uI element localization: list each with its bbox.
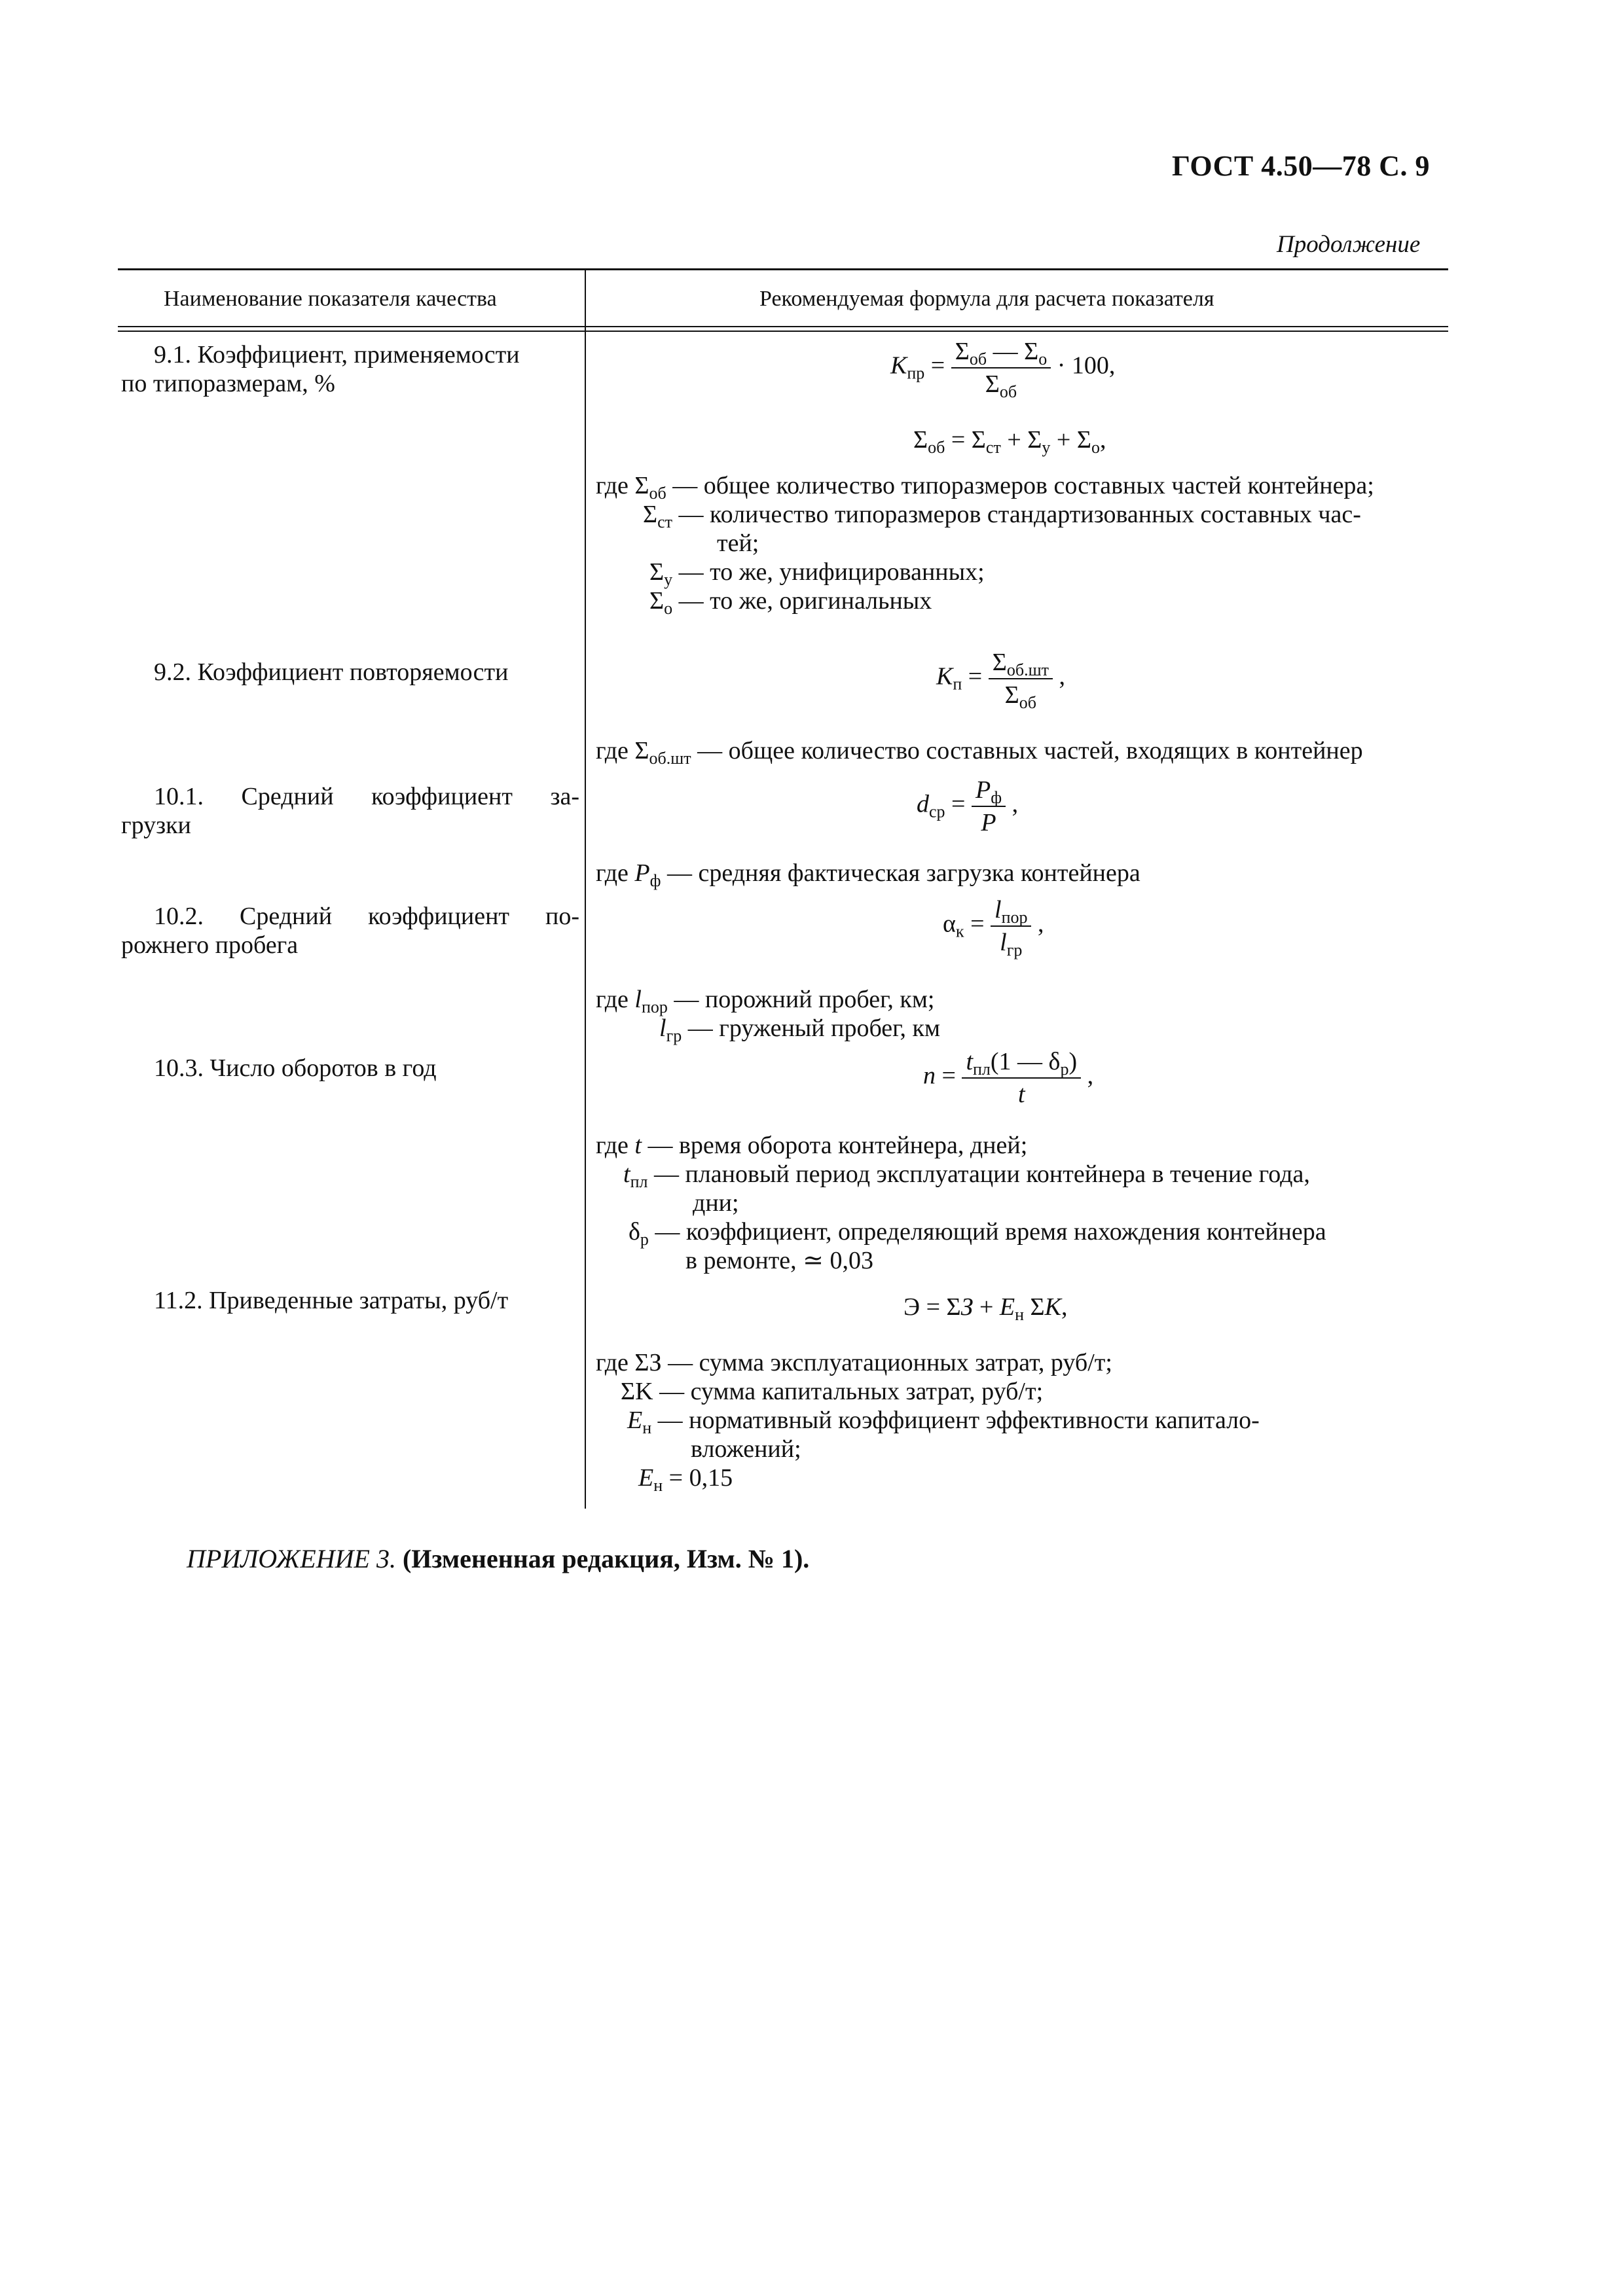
appendix-label: ПРИЛОЖЕНИЕ 3.: [187, 1544, 396, 1573]
formula-9-1-kpr: [890, 337, 1115, 399]
row-label-10-2: [121, 902, 579, 960]
column-header-indicator: Наименование показателя качества: [164, 287, 497, 311]
where-item: $\Sigma_о$ — то же, оригинальных: [649, 587, 932, 618]
formula-subscript: пр: [907, 363, 925, 383]
formula-10-2-alpha: $\alpha_к$ = $\frac{l_{пор}}{l_{гр}}$ ,: [943, 896, 1044, 960]
row-label-line: 10.2. Средний коэффициент по-: [154, 903, 580, 930]
page-header-title: ГОСТ 4.50—78 С. 9: [1172, 150, 1431, 182]
where-item: где $\Sigma_{об}$ — общее количество типоразмеров составных частей контейнера;: [596, 472, 1374, 503]
formula-tail: · 100,: [1057, 351, 1116, 380]
formula-10-1-dcp: $d_{ср}$ = $\frac{P_ф}{P}$ ,: [917, 776, 1019, 836]
where-item-continuation: дни;: [693, 1189, 739, 1217]
where-item: где $P_ф$ — средняя фактическая загрузка контейнера: [596, 859, 1140, 890]
where-item: где ΣЗ — сумма эксплуатационных затрат, руб/т;: [596, 1349, 1112, 1376]
where-item-continuation: вложений;: [691, 1435, 801, 1463]
row-label-9-2: 9.2. Коэффициент повторяемости: [154, 658, 509, 686]
table-top-rule: [118, 268, 1448, 270]
continuation-label: Продолжение: [1277, 231, 1421, 258]
where-item: $\delta_р$ — коэффициент, определяющий время нахождения контейнера: [629, 1218, 1326, 1249]
fraction-numerator: $\Sigma_{об}$ — $\Sigma_о$: [951, 337, 1051, 368]
row-label-10-1: [121, 782, 579, 840]
where-list-10-2: [596, 985, 1447, 1043]
where-list-10-1: [596, 859, 1447, 888]
where-item: где t — время оборота контейнера, дней;: [596, 1132, 1028, 1159]
where-list-9-2: [596, 736, 1447, 768]
table-header-rule-1: [118, 326, 1448, 327]
where-item: где $l_{пор}$ — порожний пробег, км;: [596, 986, 935, 1016]
row-label-line: 9.1. Коэффициент, применяемости: [154, 341, 520, 368]
where-item: где $\Sigma_{об.шт}$ — общее количество составных частей, входящих в контейнер: [596, 737, 1363, 768]
fraction: $\frac{\Sigma_{об.шт}}{\Sigma_{об}}$: [989, 648, 1053, 709]
where-item: $\Sigma_{ст}$ — количество типоразмеров стандартизованных составных час-: [643, 501, 1361, 531]
column-header-formula: Рекомендуемая формула для расчета показателя: [759, 287, 1214, 311]
formula-10-3-n: n = $\frac{t_{пл}(1 — \delta_р)}{t}$ ,: [923, 1048, 1094, 1108]
formula-11-2-e: $Э = \Sigma З + E_н$ ΣK,: [903, 1293, 1068, 1324]
row-label-11-2: 11.2. Приведенные затраты, руб/т: [154, 1287, 509, 1314]
fraction: $\frac{P_ф}{P}$: [972, 776, 1006, 837]
row-label-line: рожнего пробега: [121, 931, 299, 959]
where-item: $t_{пл}$ — плановый период эксплуатации контейнера в течение года,: [623, 1160, 1310, 1191]
fraction: [951, 337, 1051, 399]
where-item-continuation: тей;: [717, 529, 759, 557]
where-item: ΣK — сумма капитальных затрат, руб/т;: [621, 1378, 1044, 1405]
row-label-9-1: [121, 340, 579, 398]
equals-sign: =: [930, 351, 951, 380]
where-item: $l_{гр}$ — груженый пробег, км: [659, 1014, 940, 1045]
fraction: $\frac{l_{пор}}{l_{гр}}$: [991, 895, 1031, 957]
row-label-line: 10.1. Средний коэффициент за-: [154, 783, 580, 810]
where-item: $E_н = 0,15$: [638, 1464, 733, 1495]
appendix-revision: (Измененная редакция, Изм. № 1).: [402, 1544, 810, 1573]
fraction: $\frac{t_{пл}(1 — \delta_р)}{t}$: [962, 1047, 1081, 1109]
fraction-denominator: $\Sigma_{об}$: [985, 370, 1017, 401]
appendix-note: [187, 1543, 809, 1574]
where-list-9-1: [596, 471, 1447, 618]
where-item: $\Sigma_у$ — то же, унифицированных;: [649, 558, 985, 589]
table-column-divider: [585, 268, 586, 1509]
row-label-10-3: 10.3. Число оборотов в год: [154, 1054, 437, 1082]
formula-9-2-kp: $K_п$ = $\frac{\Sigma_{об.шт}}{\Sigma_{об}}$ ,: [936, 649, 1065, 712]
where-item-continuation: в ремонте, ≃ 0,03: [685, 1247, 874, 1274]
where-item: $E_н$ — нормативный коэффициент эффективности капитало-: [627, 1407, 1260, 1437]
table-header-rule-2: [118, 331, 1448, 332]
where-list-11-2: [596, 1348, 1447, 1495]
formula-symbol: K: [890, 351, 907, 380]
row-label-line: по типоразмерам, %: [121, 370, 335, 397]
where-list-10-3: [596, 1131, 1453, 1275]
formula-9-1-sum: $\Sigma_{об} = \Sigma_{ст} + \Sigma_у + \Sigma_о$,: [913, 426, 1106, 457]
row-label-line: грузки: [121, 812, 191, 839]
